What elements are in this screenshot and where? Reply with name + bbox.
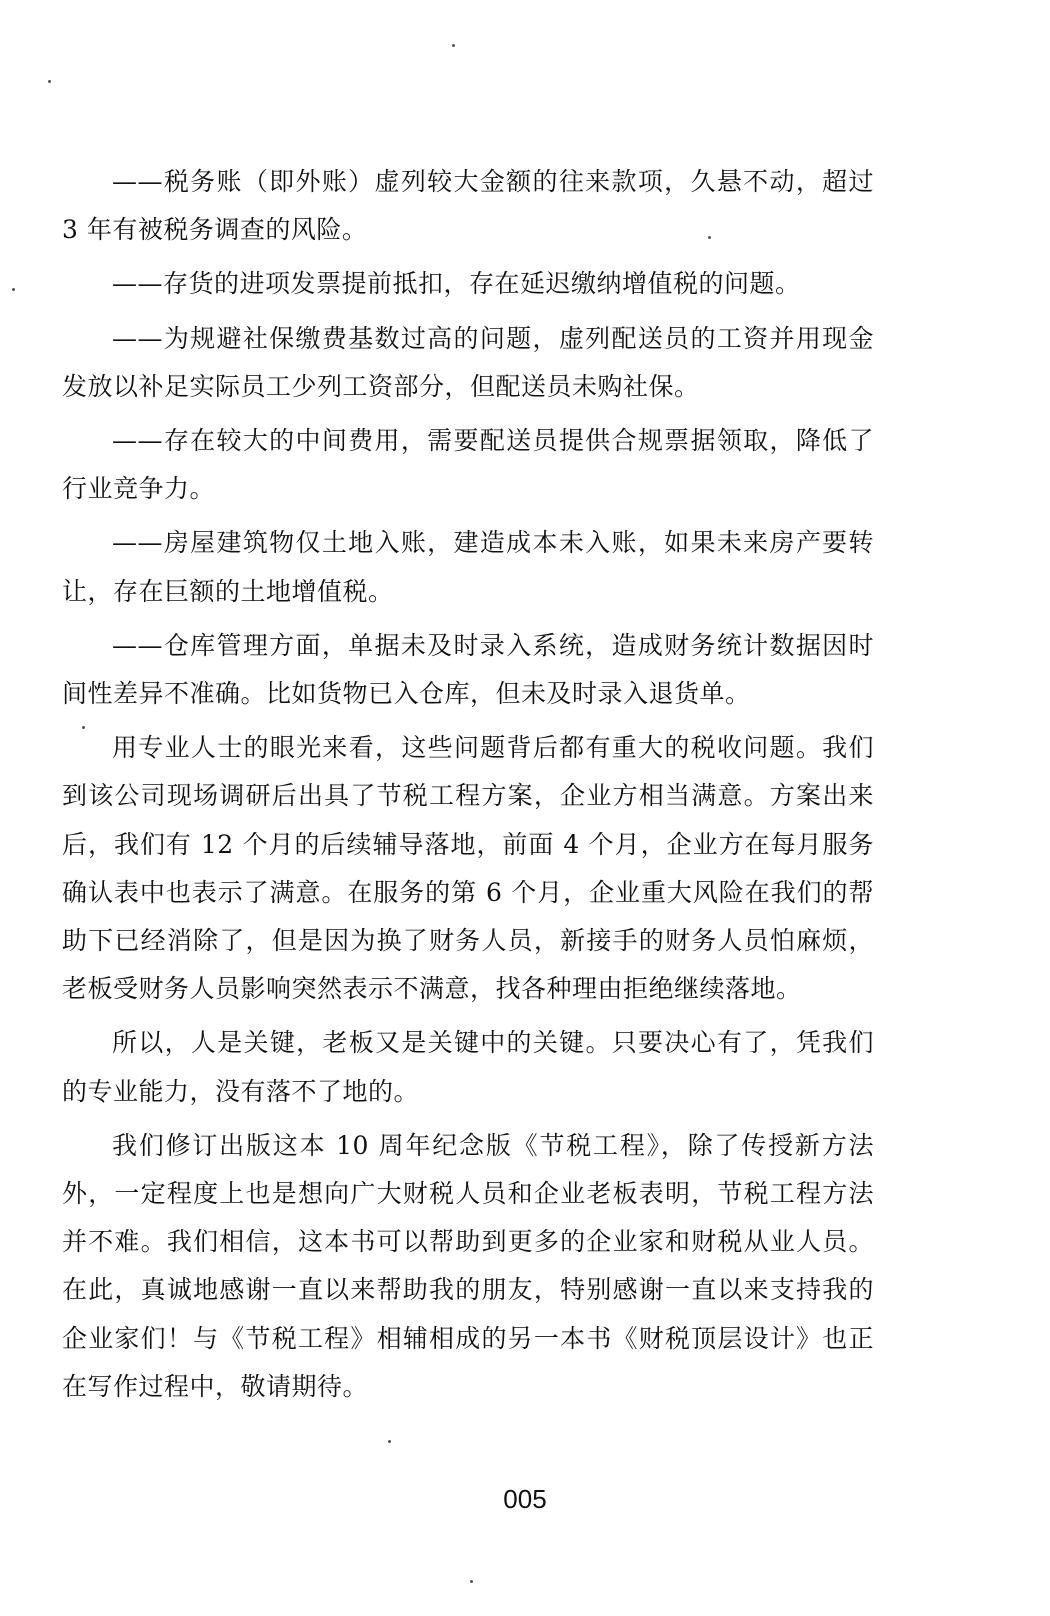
- paragraph-anniversary-edition: 我们修订出版这本 10 周年纪念版《节税工程》，除了传授新方法外，一定程度上也是想向广大财税人员和企业老板表明，节税工程方法并不难。我们相信，这本书可以帮助到更多的企业家和财税从业人员。在此，真诚地感谢一直以来帮助我的朋友，特别感谢一直以来支持我的企业家们！与《节税工程》相辅相成的另一本书《财税顶层设计》也正在写作过程中，敬请期待。: [62, 1130, 874, 1401]
- scan-speck: [82, 726, 85, 729]
- paragraph-tax-ledger: ——税务账（即外账）虚列较大金额的往来款项，久悬不动，超过 3 年有被税务调查的风险。: [62, 167, 874, 245]
- paragraph-inventory-invoice: ——存货的进项发票提前抵扣，存在延迟缴纳增值税的问题。: [112, 269, 801, 299]
- paragraph-social-security: ——为规避社保缴费基数过高的问题，虚列配送员的工资并用现金发放以补足实际员工少列工资部分，但配送员未购社保。: [62, 323, 874, 401]
- scan-speck: [12, 288, 15, 291]
- paragraph-intermediate-fees: ——存在较大的中间费用，需要配送员提供合规票据领取，降低了行业竞争力。: [62, 426, 874, 504]
- scan-speck: [452, 44, 455, 47]
- scan-speck: [470, 1580, 473, 1583]
- paragraph-professional-view: 用专业人士的眼光来看，这些问题背后都有重大的税收问题。我们到该公司现场调研后出具了节税工程方案，企业方相当满意。方案出来后，我们有 12 个月的后续辅导落地，前面 4 个月，企业方在每月服务确认表中也表示了满意。在服务的第 6 个月，企业重大风险在我们的帮助下已经消除了，但是因为换了财务人员，新接手的财务人员怕麻烦，老板受财务人员影响突然表示不满意，找各种理由拒绝继续落地。: [62, 733, 874, 1004]
- scan-speck: [708, 236, 711, 239]
- paragraph-warehouse: ——仓库管理方面，单据未及时录入系统，造成财务统计数据因时间性差异不准确。比如货物已入仓库，但未及时录入退货单。: [62, 630, 874, 709]
- page-number: 005: [503, 1484, 547, 1514]
- paragraph-property-land: ——房屋建筑物仅土地入账，建造成本未入账，如果未来房产要转让，存在巨额的土地增值税。: [62, 528, 874, 606]
- body-text: [62, 158, 874, 1417]
- paragraph-people-key: 所以，人是关键，老板又是关键中的关键。只要决心有了，凭我们的专业能力，没有落不了地的。: [62, 1028, 874, 1106]
- scan-speck: [388, 1440, 391, 1443]
- scan-speck: [48, 80, 51, 83]
